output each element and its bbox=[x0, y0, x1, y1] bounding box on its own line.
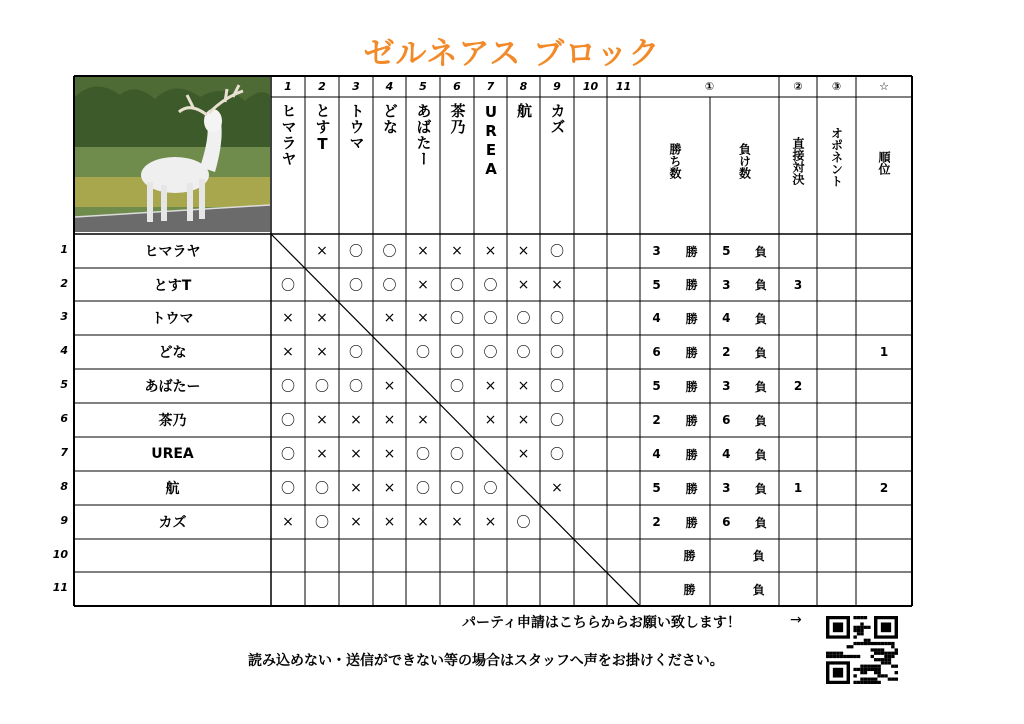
match-result-cell[interactable] bbox=[406, 369, 440, 403]
losses-cell bbox=[710, 369, 779, 403]
direct-match-cell[interactable]: 1 bbox=[793, 481, 803, 495]
losses-cell bbox=[710, 301, 779, 335]
opponent-cell[interactable] bbox=[817, 471, 856, 505]
column-player-name: ヒマラヤ bbox=[279, 103, 298, 167]
direct-match-cell[interactable] bbox=[779, 539, 817, 572]
direct-match-cell[interactable] bbox=[779, 403, 817, 437]
match-result-cell[interactable]: × bbox=[383, 378, 396, 394]
match-result-cell[interactable]: 〇 bbox=[450, 345, 464, 361]
match-result-cell[interactable] bbox=[373, 539, 406, 572]
match-result-cell[interactable]: × bbox=[282, 514, 294, 530]
column-player-name: 茶乃 bbox=[448, 103, 467, 135]
win-label: 勝 bbox=[685, 278, 698, 292]
match-result-cell[interactable]: × bbox=[316, 243, 328, 259]
match-result-cell[interactable] bbox=[540, 505, 574, 539]
wins-cell bbox=[640, 471, 710, 505]
match-result-cell[interactable] bbox=[574, 268, 607, 301]
match-result-cell[interactable]: × bbox=[417, 412, 429, 428]
column-number: 11 bbox=[615, 80, 632, 93]
losses-count: 6 bbox=[722, 515, 731, 529]
loss-label: 負 bbox=[754, 481, 767, 496]
wins-cell bbox=[640, 403, 710, 437]
header-wins: 勝ち数 bbox=[668, 143, 682, 179]
opponent-cell[interactable] bbox=[817, 572, 856, 606]
match-result-cell[interactable] bbox=[440, 572, 474, 606]
match-result-cell[interactable]: × bbox=[517, 446, 530, 462]
match-result-cell[interactable] bbox=[271, 572, 305, 606]
match-result-cell[interactable]: 〇 bbox=[483, 345, 498, 361]
match-result-cell[interactable]: × bbox=[451, 514, 463, 530]
wins-count: 4 bbox=[652, 447, 661, 461]
rank-cell[interactable] bbox=[856, 437, 912, 471]
column-player-name: とすT bbox=[313, 103, 332, 154]
match-result-cell[interactable]: × bbox=[316, 310, 328, 326]
column-number: 8 bbox=[519, 80, 528, 93]
match-result-cell[interactable]: × bbox=[350, 412, 362, 428]
match-result-cell[interactable] bbox=[339, 301, 373, 335]
match-result-cell[interactable] bbox=[607, 403, 640, 437]
column-number: 10 bbox=[582, 80, 599, 93]
opponent-cell[interactable] bbox=[817, 437, 856, 471]
header-group-3: ③ bbox=[831, 80, 842, 93]
losses-cell bbox=[710, 505, 779, 539]
match-result-cell[interactable]: 〇 bbox=[349, 379, 363, 395]
page-title: ゼルネアス ブロック bbox=[363, 36, 661, 72]
match-result-cell[interactable] bbox=[507, 539, 540, 572]
match-result-cell[interactable]: × bbox=[350, 480, 362, 496]
wins-count: 3 bbox=[652, 244, 661, 258]
match-result-cell[interactable] bbox=[339, 539, 373, 572]
header-direct: 直接対決 bbox=[791, 137, 805, 185]
loss-label: 負 bbox=[754, 447, 767, 462]
match-result-cell[interactable]: × bbox=[383, 480, 396, 496]
match-result-cell[interactable]: 〇 bbox=[281, 413, 295, 429]
match-result-cell[interactable]: × bbox=[383, 310, 396, 326]
match-result-cell[interactable]: 〇 bbox=[382, 244, 397, 260]
match-result-cell[interactable] bbox=[406, 572, 440, 606]
match-result-cell[interactable]: 〇 bbox=[550, 413, 564, 429]
column-player-name bbox=[574, 97, 607, 234]
win-label: 勝 bbox=[685, 447, 698, 462]
row-number: 1 bbox=[60, 243, 68, 256]
qr-code-icon[interactable] bbox=[826, 616, 898, 684]
match-result-cell[interactable] bbox=[474, 572, 507, 606]
match-result-cell[interactable]: × bbox=[417, 243, 429, 259]
match-result-cell[interactable]: 〇 bbox=[281, 379, 295, 395]
match-result-cell[interactable] bbox=[507, 572, 540, 606]
match-result-cell[interactable]: 〇 bbox=[483, 311, 498, 327]
losses-count: 3 bbox=[722, 379, 731, 393]
direct-match-cell[interactable] bbox=[779, 301, 817, 335]
match-result-cell[interactable] bbox=[305, 572, 339, 606]
losses-count: 6 bbox=[722, 413, 731, 427]
rank-cell[interactable] bbox=[856, 301, 912, 335]
win-label: 勝 bbox=[685, 515, 698, 530]
wins-count: 2 bbox=[652, 515, 661, 529]
match-result-cell[interactable] bbox=[607, 301, 640, 335]
column-player-name: カズ bbox=[548, 103, 567, 135]
match-result-cell[interactable] bbox=[607, 369, 640, 403]
wins-count: 4 bbox=[652, 311, 661, 325]
match-result-cell[interactable] bbox=[305, 268, 339, 301]
match-result-cell[interactable]: 〇 bbox=[550, 379, 564, 395]
wins-cell bbox=[640, 539, 710, 572]
direct-match-cell[interactable] bbox=[779, 572, 817, 606]
match-result-cell[interactable]: 〇 bbox=[550, 311, 564, 327]
win-label: 勝 bbox=[683, 582, 696, 597]
column-number: 3 bbox=[352, 80, 360, 93]
loss-label: 負 bbox=[754, 413, 767, 428]
match-result-cell[interactable]: 〇 bbox=[315, 481, 329, 497]
match-result-cell[interactable] bbox=[373, 335, 406, 369]
match-result-cell[interactable]: × bbox=[383, 514, 396, 530]
match-result-cell[interactable] bbox=[574, 369, 607, 403]
match-result-cell[interactable] bbox=[305, 539, 339, 572]
losses-cell bbox=[710, 268, 779, 301]
wins-cell bbox=[640, 437, 710, 471]
direct-match-cell[interactable] bbox=[779, 335, 817, 369]
match-result-cell[interactable]: × bbox=[484, 378, 497, 394]
row-number: 4 bbox=[60, 344, 68, 357]
loss-label: 負 bbox=[754, 244, 767, 259]
player-name: 航 bbox=[165, 481, 180, 497]
player-name bbox=[74, 539, 271, 572]
match-result-cell[interactable]: 〇 bbox=[382, 277, 397, 294]
win-label: 勝 bbox=[685, 311, 698, 326]
direct-match-cell[interactable]: 3 bbox=[793, 277, 803, 292]
match-result-cell[interactable]: 〇 bbox=[450, 311, 464, 327]
match-result-cell[interactable]: 〇 bbox=[550, 345, 564, 361]
column-player-name: どな bbox=[381, 103, 399, 135]
match-result-cell[interactable] bbox=[607, 471, 640, 505]
match-result-cell[interactable]: × bbox=[551, 480, 563, 496]
party-request-note: パーティ申請はこちらからお願い致します！ bbox=[462, 615, 741, 631]
match-result-cell[interactable] bbox=[607, 505, 640, 539]
match-result-cell[interactable]: × bbox=[282, 310, 294, 326]
match-result-cell[interactable] bbox=[339, 572, 373, 606]
wins-count: 5 bbox=[652, 481, 661, 495]
wins-count: 5 bbox=[652, 379, 661, 393]
column-number: 6 bbox=[453, 80, 461, 93]
match-result-cell[interactable]: 〇 bbox=[315, 379, 329, 395]
match-result-cell[interactable]: × bbox=[517, 412, 530, 428]
player-name: UREA bbox=[151, 446, 194, 462]
match-result-cell[interactable]: × bbox=[316, 446, 328, 462]
opponent-cell[interactable] bbox=[817, 403, 856, 437]
staff-contact-note: 読み込めない・送信ができない等の場合はスタッフへ声をお掛けください。 bbox=[248, 653, 724, 669]
match-result-cell[interactable] bbox=[607, 572, 640, 606]
column-number: 5 bbox=[419, 80, 427, 93]
player-name: どな bbox=[158, 345, 187, 361]
rank-cell[interactable]: 1 bbox=[879, 345, 889, 359]
player-name bbox=[74, 572, 271, 606]
wins-count: 6 bbox=[652, 345, 661, 359]
losses-cell bbox=[710, 572, 779, 606]
header-opponent: オポネント bbox=[829, 127, 844, 187]
match-result-cell[interactable] bbox=[574, 471, 607, 505]
row-number: 6 bbox=[60, 412, 68, 425]
player-name: トウマ bbox=[151, 311, 194, 327]
direct-match-cell[interactable] bbox=[779, 437, 817, 471]
loss-label: 負 bbox=[752, 549, 765, 563]
loss-label: 負 bbox=[754, 278, 767, 292]
row-number: 2 bbox=[60, 276, 68, 290]
column-player-name: トウマ bbox=[347, 103, 366, 151]
match-result-cell[interactable]: 〇 bbox=[450, 379, 464, 395]
win-label: 勝 bbox=[685, 244, 698, 259]
match-result-cell[interactable]: 〇 bbox=[516, 345, 531, 361]
match-result-cell[interactable] bbox=[607, 268, 640, 301]
match-result-cell[interactable] bbox=[574, 505, 607, 539]
header-losses: 負け数 bbox=[737, 143, 752, 179]
rank-cell[interactable] bbox=[856, 539, 912, 572]
opponent-cell[interactable] bbox=[817, 234, 856, 268]
column-number: 7 bbox=[486, 80, 495, 93]
wins-cell bbox=[640, 268, 710, 301]
match-result-cell[interactable]: 〇 bbox=[349, 244, 363, 260]
losses-count: 3 bbox=[722, 277, 731, 292]
rank-cell[interactable] bbox=[856, 572, 912, 606]
direct-match-cell[interactable] bbox=[779, 505, 817, 539]
column-player-name: UREA bbox=[482, 103, 500, 179]
match-result-cell[interactable]: × bbox=[350, 446, 362, 462]
match-result-cell[interactable]: 〇 bbox=[450, 277, 464, 294]
match-result-cell[interactable] bbox=[607, 437, 640, 471]
wins-cell bbox=[640, 572, 710, 606]
wins-cell bbox=[640, 234, 710, 268]
match-result-cell[interactable]: × bbox=[282, 344, 294, 360]
losses-cell bbox=[710, 234, 779, 268]
match-result-cell[interactable]: 〇 bbox=[516, 311, 531, 327]
wins-cell bbox=[640, 335, 710, 369]
win-label: 勝 bbox=[685, 413, 698, 428]
header-group-1: ① bbox=[704, 80, 715, 93]
match-result-cell[interactable]: × bbox=[517, 243, 530, 259]
match-result-cell[interactable]: × bbox=[551, 276, 563, 293]
row-number: 8 bbox=[60, 480, 68, 493]
match-result-cell[interactable]: 〇 bbox=[416, 481, 430, 497]
loss-label: 負 bbox=[754, 515, 767, 530]
row-number: 3 bbox=[60, 310, 68, 323]
rank-cell[interactable] bbox=[856, 268, 912, 301]
match-result-cell[interactable]: × bbox=[316, 344, 328, 360]
opponent-cell[interactable] bbox=[817, 301, 856, 335]
direct-match-cell[interactable]: 2 bbox=[793, 379, 803, 393]
match-result-cell[interactable] bbox=[474, 539, 507, 572]
wins-cell bbox=[640, 301, 710, 335]
rank-cell[interactable] bbox=[856, 369, 912, 403]
losses-cell bbox=[710, 437, 779, 471]
match-result-cell[interactable]: 〇 bbox=[450, 481, 464, 497]
match-result-cell[interactable] bbox=[271, 234, 305, 268]
match-result-cell[interactable]: × bbox=[517, 378, 530, 394]
match-result-cell[interactable]: 〇 bbox=[516, 515, 531, 531]
rank-cell[interactable] bbox=[856, 505, 912, 539]
match-result-cell[interactable]: × bbox=[451, 243, 463, 259]
match-result-cell[interactable] bbox=[440, 403, 474, 437]
match-result-cell[interactable] bbox=[607, 539, 640, 572]
match-result-cell[interactable]: × bbox=[383, 412, 396, 428]
player-name: カズ bbox=[158, 515, 187, 531]
match-result-cell[interactable] bbox=[507, 471, 540, 505]
losses-cell bbox=[710, 403, 779, 437]
match-result-cell[interactable] bbox=[574, 539, 607, 572]
column-number: 2 bbox=[318, 80, 326, 93]
match-result-cell[interactable]: × bbox=[517, 276, 530, 293]
wins-cell bbox=[640, 369, 710, 403]
match-result-cell[interactable] bbox=[607, 234, 640, 268]
match-result-cell[interactable]: × bbox=[417, 310, 429, 326]
match-result-cell[interactable]: 〇 bbox=[416, 345, 430, 361]
row-number: 9 bbox=[60, 514, 68, 527]
match-result-cell[interactable]: 〇 bbox=[483, 277, 498, 294]
rank-cell[interactable] bbox=[856, 403, 912, 437]
row-number: 5 bbox=[60, 378, 68, 391]
match-result-cell[interactable]: 〇 bbox=[315, 515, 329, 531]
match-result-cell[interactable] bbox=[540, 539, 574, 572]
player-name: ヒマラヤ bbox=[144, 244, 201, 260]
opponent-cell[interactable] bbox=[817, 369, 856, 403]
losses-cell bbox=[710, 539, 779, 572]
match-result-cell[interactable] bbox=[574, 403, 607, 437]
losses-cell bbox=[710, 335, 779, 369]
match-result-cell[interactable]: × bbox=[383, 446, 396, 462]
row-number: 11 bbox=[52, 581, 68, 594]
match-result-cell[interactable]: 〇 bbox=[416, 447, 430, 463]
column-player-name: 航 bbox=[515, 103, 533, 119]
match-result-cell[interactable] bbox=[474, 437, 507, 471]
match-result-cell[interactable]: × bbox=[484, 514, 497, 530]
wins-count: 5 bbox=[652, 277, 661, 292]
row-number: 7 bbox=[60, 446, 68, 459]
opponent-cell[interactable] bbox=[817, 335, 856, 369]
player-name: とすT bbox=[153, 277, 192, 294]
direct-match-cell[interactable] bbox=[779, 234, 817, 268]
loss-label: 負 bbox=[754, 311, 767, 326]
match-result-cell[interactable] bbox=[373, 572, 406, 606]
losses-count: 2 bbox=[722, 345, 731, 359]
rank-cell[interactable]: 2 bbox=[879, 481, 889, 495]
match-result-cell[interactable]: 〇 bbox=[281, 277, 295, 294]
match-result-cell[interactable]: 〇 bbox=[450, 447, 464, 463]
player-name: あばたー bbox=[144, 379, 201, 395]
match-result-cell[interactable] bbox=[574, 335, 607, 369]
match-result-cell[interactable]: 〇 bbox=[281, 447, 295, 463]
arrow-icon: → bbox=[790, 612, 802, 628]
match-result-cell[interactable] bbox=[574, 437, 607, 471]
wins-count: 2 bbox=[652, 413, 661, 427]
match-result-cell[interactable] bbox=[271, 539, 305, 572]
losses-count: 3 bbox=[722, 481, 731, 495]
win-label: 勝 bbox=[683, 549, 696, 563]
column-number: 4 bbox=[385, 80, 394, 93]
match-result-cell[interactable]: × bbox=[417, 514, 429, 530]
match-result-cell[interactable]: × bbox=[316, 412, 328, 428]
header-group-star: ☆ bbox=[879, 80, 889, 93]
header-group-2: ② bbox=[793, 80, 803, 93]
match-result-cell[interactable] bbox=[440, 539, 474, 572]
match-result-cell[interactable] bbox=[540, 572, 574, 606]
header-rank: 順位 bbox=[877, 151, 891, 175]
match-result-cell[interactable]: 〇 bbox=[349, 345, 363, 361]
match-result-cell[interactable]: 〇 bbox=[550, 244, 564, 260]
column-number: 9 bbox=[553, 80, 561, 93]
match-result-cell[interactable]: × bbox=[484, 412, 497, 428]
win-label: 勝 bbox=[685, 345, 698, 360]
losses-cell bbox=[710, 471, 779, 505]
losses-count: 4 bbox=[722, 447, 731, 461]
opponent-cell[interactable] bbox=[817, 505, 856, 539]
match-result-cell[interactable] bbox=[574, 234, 607, 268]
loss-label: 負 bbox=[754, 345, 767, 360]
match-result-cell[interactable]: 〇 bbox=[550, 447, 564, 463]
column-number: 1 bbox=[284, 80, 292, 93]
win-label: 勝 bbox=[685, 481, 698, 496]
match-result-cell[interactable] bbox=[406, 539, 440, 572]
match-result-cell[interactable] bbox=[607, 335, 640, 369]
column-player-name: あばたー bbox=[414, 103, 433, 167]
win-label: 勝 bbox=[685, 379, 698, 394]
opponent-cell[interactable] bbox=[817, 539, 856, 572]
player-name: 茶乃 bbox=[158, 413, 187, 429]
loss-label: 負 bbox=[754, 379, 767, 394]
losses-count: 4 bbox=[722, 311, 731, 325]
match-result-cell[interactable]: 〇 bbox=[483, 481, 498, 497]
match-result-cell[interactable]: × bbox=[350, 514, 362, 530]
column-player-name bbox=[607, 97, 640, 234]
losses-count: 5 bbox=[722, 244, 731, 258]
wins-cell bbox=[640, 505, 710, 539]
row-number: 10 bbox=[52, 547, 68, 561]
opponent-cell[interactable] bbox=[817, 268, 856, 301]
match-result-cell[interactable] bbox=[574, 572, 607, 606]
rank-cell[interactable] bbox=[856, 234, 912, 268]
match-result-cell[interactable]: 〇 bbox=[281, 481, 295, 497]
match-result-cell[interactable]: × bbox=[484, 243, 497, 259]
match-result-cell[interactable] bbox=[574, 301, 607, 335]
match-result-cell[interactable]: × bbox=[417, 276, 429, 293]
loss-label: 負 bbox=[752, 582, 765, 597]
match-result-cell[interactable]: 〇 bbox=[349, 277, 363, 294]
